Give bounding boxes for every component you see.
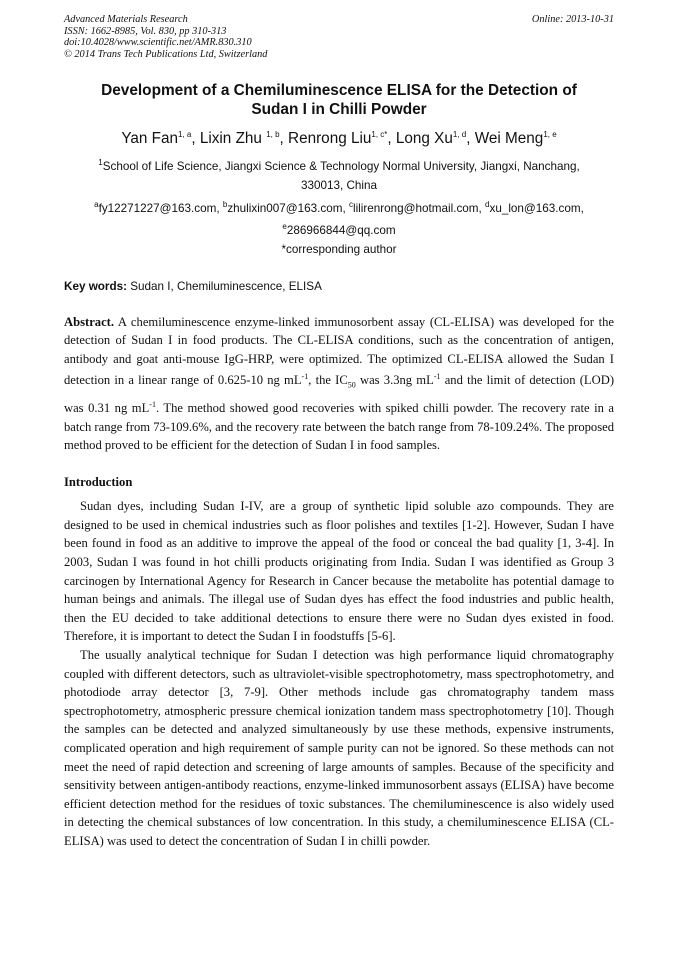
author-list	[64, 125, 614, 149]
email-sup-b: b	[222, 199, 228, 209]
journal-issn: ISSN: 1662-8985, Vol. 830, pp 310-313	[64, 25, 227, 37]
author-affil-sup: 1, c*	[371, 130, 388, 140]
email-sup-a: a	[94, 199, 99, 209]
keywords-label: Key words:	[64, 279, 127, 293]
affiliation-text: School of Life Science, Jiangxi Science & Technology Normal University, Jiangxi, Nanchang,	[102, 160, 580, 174]
subscript: 50	[347, 381, 356, 391]
superscript: -1	[433, 372, 441, 382]
author-sep: ,	[466, 130, 475, 148]
abstract-text: and the limit of detection (LOD) was 0.31 ng mL	[64, 373, 615, 415]
author-sep: ,	[191, 130, 200, 148]
email-line-2	[64, 218, 614, 241]
journal-header	[64, 14, 614, 60]
keywords-text: Sudan I, Chemiluminescence, ELISA	[127, 279, 322, 293]
email-e[interactable]: 286966844@qq.com	[286, 224, 396, 238]
superscript: -1	[149, 399, 156, 409]
keywords	[64, 280, 614, 293]
email-sup-c: c	[348, 199, 353, 209]
author-affil-sup: 1, d	[452, 130, 467, 140]
author-name: Long Xu	[395, 130, 453, 148]
intro-paragraph-2: The usually analytical technique for Sudan I detection was high performance liquid chromatography coupled with different detectors, such as ultraviolet-visible spectrophotometry, mass spectrophotometry, and photodiode array detector [3, 7-9]. Other methods include gas chromatography tandem mass spectrophotometry, atmospheric pressure chemical ionization tandem mass spectrophotometry [10]. Though the samples can be detected and analyzed simultaneously by use these methods, expensive instruments, complicated operation and high requirement of sample purity can not be ignored. So these methods can not meet the need of rapid detection and screening of large amounts of samples. Because of the specificity and sensitivity between antigen-antibody reactions, enzyme-linked immunosorbent assays (ELISA) have become efficient detection method for the residues of toxic substances. The chemiluminescence is also widely used in detecting the chemical substances of low concentration. In this study, a chemiluminescence ELISA (CL-ELISA) was used to detect the concentration of Sudan I in chilli powder.	[64, 648, 614, 848]
email-d[interactable]: xu_lon@163.com,	[489, 201, 584, 215]
author-sep: ,	[387, 130, 396, 148]
author-name: Lixin Zhu	[199, 130, 267, 148]
email-b[interactable]: zhulixin007@163.com,	[227, 201, 349, 215]
affiliation-line-2: 330013, China	[300, 179, 378, 193]
paper-title	[64, 81, 614, 119]
author-sep: ,	[279, 130, 289, 148]
corresponding-note: *corresponding author	[281, 242, 397, 256]
abstract-text: , the IC	[308, 373, 348, 388]
author-name: Yan Fan	[121, 130, 179, 148]
abstract-label: Abstract.	[64, 314, 115, 329]
journal-copyright: © 2014 Trans Tech Publications Ltd, Switzerland	[64, 48, 268, 60]
email-c[interactable]: lilirenrong@hotmail.com,	[352, 201, 486, 215]
author-affil-sup: 1, a	[178, 130, 192, 140]
affiliation-sup: 1	[98, 158, 103, 168]
journal-doi: doi:10.4028/www.scientific.net/AMR.830.310	[64, 37, 252, 49]
abstract	[64, 313, 614, 455]
email-a[interactable]: fy12271227@163.com,	[98, 201, 223, 215]
email-sup-e: e	[282, 222, 287, 232]
journal-info	[64, 14, 267, 60]
affiliation-block	[64, 154, 614, 259]
author-name: Renrong Liu	[288, 130, 372, 148]
author-affil-sup: 1, e	[543, 130, 557, 140]
abstract-text: A chemiluminescence enzyme-linked immunosorbent assay (CL-ELISA) was developed for the detection of Sudan I in food products. The CL-ELISA conditions, such as the concentration of antigen, antibody and goat anti-mouse IgG-HRP, were optimized. The optimized CL-ELISA allowed the Sudan I detection in a linear range of 0.625-10 ng mL	[64, 314, 614, 388]
title-line-2: Sudan I in Chilli Powder	[251, 101, 427, 119]
journal-name: Advanced Materials Research	[64, 14, 188, 25]
affiliation-line-1	[64, 154, 614, 177]
email-line-1	[64, 196, 614, 219]
title-line-1: Development of a Chemiluminescence ELISA for the Detection of	[101, 82, 577, 100]
section-heading-introduction: Introduction	[64, 474, 133, 489]
online-date: Online: 2013-10-31	[531, 14, 614, 25]
abstract-text: . The method showed good recoveries with spiked chilli powder. The recovery rate in a batch range from 73-109.6%, and the recovery rate between the batch range from 78-109.24%. The proposed method proved to be efficient for the detection of Sudan I in food samples.	[64, 400, 614, 453]
author-name: Wei Meng	[474, 130, 544, 148]
author-affil-sup: 1, b	[266, 130, 280, 140]
email-sup-d: d	[485, 199, 490, 209]
intro-paragraph-1: Sudan dyes, including Sudan I-IV, are a group of synthetic lipid soluble azo compounds. They are designed to be used in chemical industries such as floor polishes and textiles [1-2]. However, Sudan I have been found in food as an additive to improve the appeal of the food or conceal the bad quality [1, 3-4]. In 2003, Sudan I was found in hot chilli products originating from India. Sudan I was identified as Group 3 carcinogen by International Agency for Research in Cancer because the metabolite has potential damage to human beings and animals. The illegal use of Sudan dyes has effect the food industries and public health, then the EU decided to take additional detections to ensure there were no Sudan dyes existed in food. Therefore, it is important to detect the Sudan I in foodstuffs [5-6].	[64, 499, 614, 644]
abstract-text: was 3.3ng mL	[355, 373, 434, 388]
superscript: -1	[301, 372, 309, 382]
